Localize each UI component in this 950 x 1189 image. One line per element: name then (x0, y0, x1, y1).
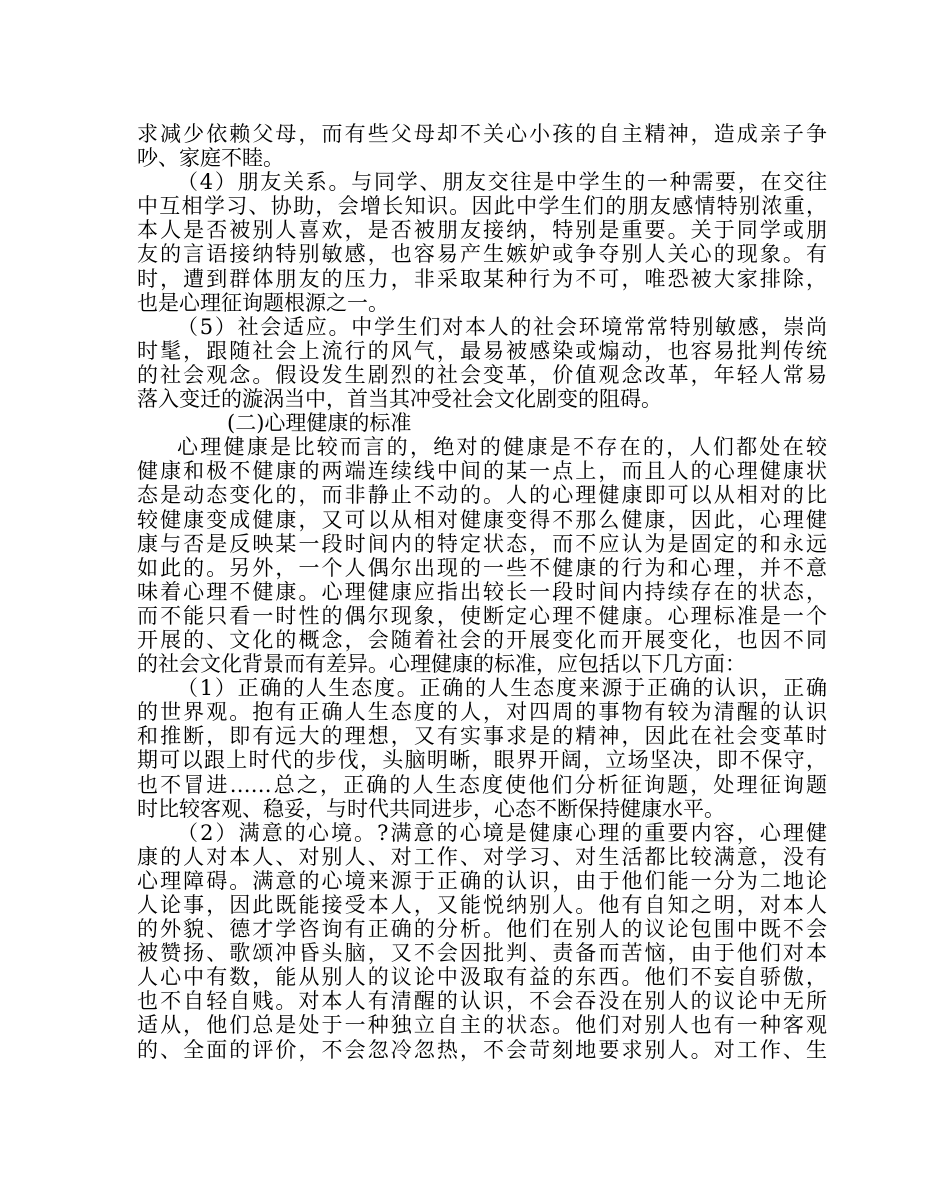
text-line: 态是动态变化的，而非静止不动的。人的心理健康即可以从相对的比 (137, 483, 827, 508)
text-line: 开展的、文化的概念，会随着社会的开展变化而开展变化，也因不同 (137, 627, 827, 652)
text-line: 人论事，因此既能接受本人，又能悦纳别人。他有自知之明，对本人 (137, 893, 827, 917)
text-line: 健康和极不健康的两端连续线中间的某一点上，而且人的心理健康状 (137, 459, 827, 484)
text-line: 时髦，跟随社会上流行的风气，最易被感染或煽动，也容易批判传统 (137, 338, 827, 363)
text-line: 吵、家庭不睦。 (137, 146, 284, 171)
text-line: （4）朋友关系。与同学、朋友交往是中学生的一种需要，在交往 (177, 170, 827, 195)
text-line: 本人是否被别人喜欢，是否被朋友接纳，特别是重要。关于同学或朋 (137, 218, 827, 243)
text-line: 味着心理不健康。心理健康应指出较长一段时间内持续存在的状态， (137, 579, 827, 604)
section-heading: (二)心理健康的标准 (227, 411, 412, 436)
text-line: 的世界观。抱有正确人生态度的人，对四周的事物有较为清醒的认识 (137, 700, 827, 725)
text-line: 较健康变成健康，又可以从相对健康变得不那么健康，因此，心理健 (137, 507, 827, 532)
text-line: 心理健康是比较而言的，绝对的健康是不存在的，人们都处在较 (177, 435, 827, 460)
text-line: 求减少依赖父母，而有些父母却不关心小孩的自主精神，造成亲子争 (137, 122, 827, 146)
document-page (137, 122, 827, 1062)
text-line: 和推断，即有远大的理想，又有实事求是的精神，因此在社会变革时 (137, 724, 827, 749)
text-line: 康的人对本人、对别人、对工作、对学习、对生活都比较满意，没有 (137, 844, 827, 869)
text-line: 也不冒进……总之，正确的人生态度使他们分析征询题，处理征询题 (137, 772, 827, 797)
text-line: （2）满意的心境。?满意的心境是健康心理的重要内容，心理健 (177, 820, 827, 845)
text-line: 而不能只看一时性的偶尔现象，使断定心理不健康。心理标准是一个 (137, 603, 827, 628)
text-line: 时比较客观、稳妥，与时代共同进步，心态不断保持健康水平。 (137, 796, 725, 821)
text-line: 心理障碍。满意的心境来源于正确的认识，由于他们能一分为二地论 (137, 868, 827, 893)
text-line: （1）正确的人生态度。正确的人生态度来源于正确的认识，正确 (177, 676, 827, 701)
text-line: 康与否是反映某一段时间内的特定状态，而不应认为是固定的和永远 (137, 531, 827, 556)
text-line: 如此的。另外，一个人偶尔出现的一些不健康的行为和心理，并不意 (137, 555, 827, 580)
text-line: 期可以跟上时代的步伐，头脑明晰，眼界开阔，立场坚决，即不保守， (137, 748, 827, 773)
text-line: 的社会文化背景而有差异。心理健康的标准，应包括以下几方面： (137, 652, 746, 677)
text-line: 的、全面的评价，不会忽冷忽热，不会苛刻地要求别人。对工作、生 (137, 1037, 827, 1062)
text-line: 时，遭到群体朋友的压力，非采取某种行为不可，唯恐被大家排除， (137, 266, 827, 291)
text-line: 也不自轻自贱。对本人有清醒的认识，不会吞没在别人的议论中无所 (137, 989, 827, 1014)
text-line: 中互相学习、协助，会增长知识。因此中学生们的朋友感情特别浓重， (137, 194, 827, 219)
text-line: 的社会观念。假设发生剧烈的社会变革，价值观念改革，年轻人常易 (137, 362, 827, 387)
text-line: （5）社会适应。中学生们对本人的社会环境常常特别敏感，崇尚 (177, 314, 827, 339)
text-line: 适从，他们总是处于一种独立自主的状态。他们对别人也有一种客观 (137, 1013, 827, 1038)
text-line: 人心中有数，能从别人的议论中汲取有益的东西。他们不妄自骄傲， (137, 965, 827, 990)
text-line: 也是心理征询题根源之一。 (137, 290, 389, 315)
text-line: 的外貌、德才学咨询有正确的分析。他们在别人的议论包围中既不会 (137, 917, 827, 942)
text-line: 友的言语接纳特别敏感，也容易产生嫉妒或争夺别人关心的现象。有 (137, 242, 827, 267)
text-line: 落入变迁的漩涡当中，首当其冲受社会文化剧变的阻碍。 (137, 387, 662, 412)
text-line: 被赞扬、歌颂冲昏头脑，又不会因批判、责备而苦恼，由于他们对本 (137, 941, 827, 966)
